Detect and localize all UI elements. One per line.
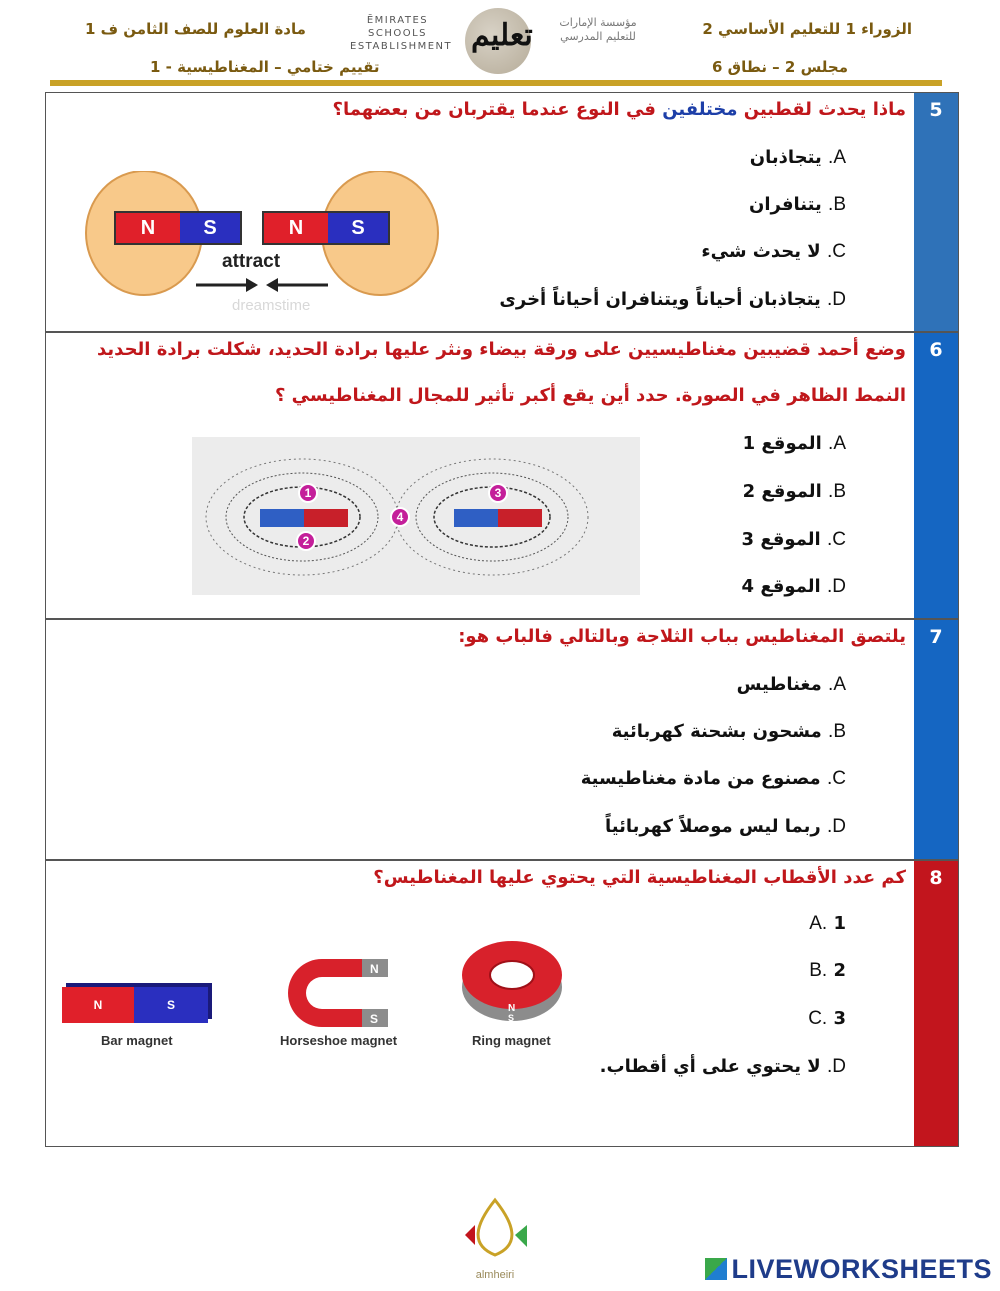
school-name: الزوراء 1 للتعليم الأساسي 2 [702, 20, 912, 38]
subject-title: مادة العلوم للصف الثامن ف 1 [85, 20, 306, 38]
question-8 [45, 860, 959, 1147]
location-marker-3 [488, 483, 508, 503]
marker-label: 1 [304, 486, 312, 500]
option-d-text: الموقع 4 [741, 576, 821, 597]
option-a-text: 1 [833, 913, 846, 934]
location-marker-4 [390, 507, 410, 527]
iron-filings-image [192, 437, 640, 595]
option-c-text: لا يحدث شيء [701, 241, 821, 262]
almheiri-emblem-icon [455, 1195, 535, 1265]
marker-label: 3 [494, 486, 502, 500]
option-d[interactable]: D. ربما ليس موصلاً كهربائياً [604, 816, 846, 837]
pole-n: N [62, 987, 134, 1023]
location-marker-1 [298, 483, 318, 503]
option-b-text: مشحون بشحنة كهربائية [611, 721, 822, 742]
foundation-line2: للتعليم المدرسي [560, 30, 636, 43]
es-line2: ESTABLISHMENT [350, 41, 453, 52]
option-a[interactable]: A. مغناطيس [736, 674, 846, 695]
marker-label: 2 [302, 534, 310, 548]
ring-pole-s: S [508, 1013, 515, 1023]
question-number: 5 [914, 93, 958, 331]
option-b[interactable]: B. يتنافران [749, 194, 846, 215]
ring-pole-n: N [508, 1003, 516, 1014]
bar-magnet-icon [62, 987, 208, 1023]
option-a-text: مغناطيس [736, 674, 822, 695]
option-c-text: مصنوع من مادة مغناطيسية [580, 768, 821, 789]
pole-n: N [264, 213, 328, 243]
option-a-text: الموقع 1 [742, 433, 822, 454]
option-b-text: 2 [833, 960, 846, 981]
option-d-text: لا يحتوي على أي أقطاب. [599, 1056, 821, 1077]
almheiri-label: almheiri [475, 1269, 515, 1281]
emirates-schools-logo [350, 14, 453, 53]
bar-magnet-caption: Bar magnet [101, 1033, 173, 1048]
option-c[interactable]: C. 3 [808, 1008, 846, 1029]
ring-magnet-icon [460, 935, 566, 1027]
question-text: يلتصق المغناطيس بباب الثلاجة وبالتالي فالباب هو: [458, 626, 906, 647]
option-a[interactable]: A. 1 [809, 913, 846, 934]
option-d-text: ربما ليس موصلاً كهربائياً [604, 816, 821, 837]
es-line1: ĒMIRATES SCHOOLS [366, 15, 429, 39]
option-d[interactable]: D. لا يحتوي على أي أقطاب. [599, 1056, 846, 1077]
location-marker-2 [296, 531, 316, 551]
pole-s: S [180, 213, 240, 243]
horseshoe-pole-s: S [370, 1012, 379, 1026]
watermark: dreamstime [232, 297, 311, 314]
field-pattern-icon [192, 437, 640, 595]
attract-label: attract [222, 251, 281, 272]
horseshoe-magnet-icon [282, 953, 394, 1033]
question-5 [45, 92, 959, 332]
question-keyword: مختلفين [662, 99, 738, 120]
liveworksheets-icon [705, 1258, 727, 1280]
option-b[interactable]: B. 2 [809, 960, 846, 981]
option-c[interactable]: C. مصنوع من مادة مغناطيسية [580, 768, 846, 789]
option-c-text: 3 [833, 1008, 846, 1029]
option-c[interactable]: C. الموقع 3 [741, 529, 846, 550]
brand-text: LIVEWORKSHEETS [731, 1254, 992, 1284]
option-a[interactable]: A. الموقع 1 [742, 433, 846, 454]
question-text-part2: في النوع عندما يقتربان من بعضهما؟ [332, 99, 663, 120]
foundation-line1: مؤسسة الإمارات [559, 16, 637, 29]
option-b-text: يتنافران [749, 194, 822, 215]
taleem-logo-text: تعليم [471, 18, 533, 53]
option-d[interactable]: D. يتجاذبان أحياناً ويتنافران أحياناً أخرى [499, 289, 846, 310]
option-b[interactable]: B. الموقع 2 [742, 481, 846, 502]
marker-label: 4 [396, 510, 404, 524]
option-d-text: يتجاذبان أحياناً ويتنافران أحياناً أخرى [499, 289, 821, 310]
question-text-part1: ماذا يحدث لقطبين [737, 99, 906, 120]
foundation-logo [548, 16, 648, 44]
option-b[interactable]: B. مشحون بشحنة كهربائية [611, 721, 846, 742]
assessment-title: تقييم ختامي – المغناطيسية - 1 [150, 58, 380, 76]
question-text-line2: النمط الظاهر في الصورة. حدد أين يقع أكبر تأثير للمجال المغناطيسي ؟ [274, 385, 906, 406]
option-c[interactable]: C. لا يحدث شيء [701, 241, 846, 262]
liveworksheets-brand[interactable] [705, 1254, 992, 1285]
pole-s: S [134, 987, 208, 1023]
attract-illustration [82, 171, 442, 321]
question-number: 7 [914, 620, 958, 859]
header-divider [50, 80, 942, 86]
question-number: 6 [914, 333, 958, 618]
option-c-text: الموقع 3 [741, 529, 821, 550]
option-b-text: الموقع 2 [742, 481, 822, 502]
option-a[interactable]: A. يتجاذبان [749, 147, 846, 168]
horseshoe-pole-n: N [370, 962, 379, 976]
question-7 [45, 619, 959, 860]
right-bar-magnet [262, 211, 390, 245]
question-text: كم عدد الأقطاب المغناطيسية التي يحتوي عليها المغناطيس؟ [373, 867, 906, 888]
left-bar-magnet [114, 211, 242, 245]
question-6 [45, 332, 959, 619]
pole-n: N [116, 213, 180, 243]
option-d[interactable]: D. الموقع 4 [741, 576, 846, 597]
horseshoe-magnet-caption: Horseshoe magnet [280, 1033, 398, 1048]
taleem-logo [465, 8, 531, 74]
attract-arrows-icon [192, 275, 332, 295]
question-text [333, 99, 906, 120]
council-name: مجلس 2 – نطاق 6 [712, 58, 848, 76]
question-text-line1: وضع أحمد قضيبين مغناطيسيين على ورقة بيضاء ونثر عليها برادة الحديد، شكلت برادة الحديد [97, 339, 906, 360]
almheiri-logo [455, 1195, 535, 1285]
ring-magnet-caption: Ring magnet [472, 1033, 551, 1048]
question-number: 8 [914, 861, 958, 1146]
pole-s: S [328, 213, 388, 243]
option-a-text: يتجاذبان [749, 147, 822, 168]
